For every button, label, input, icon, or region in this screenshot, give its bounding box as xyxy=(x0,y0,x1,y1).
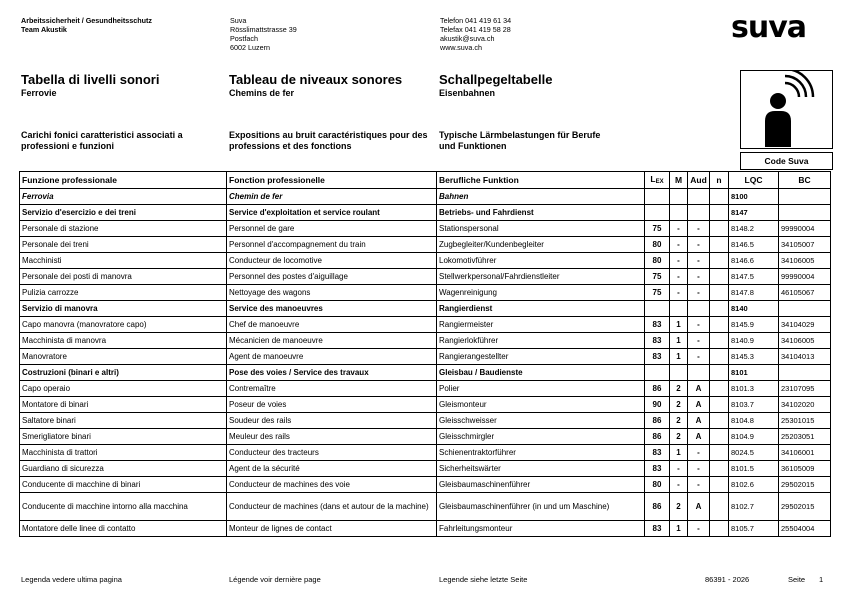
cell-de: Gleisbaumaschinenführer (in und um Maschine) xyxy=(437,493,645,521)
address-line: Suva xyxy=(230,16,247,25)
cell-aud: - xyxy=(688,269,710,285)
fax-line: Telefax 041 419 58 28 xyxy=(440,25,511,34)
cell-m: 1 xyxy=(670,521,688,537)
cell-fr: Soudeur des rails xyxy=(227,413,437,429)
cell-bc: 34106005 xyxy=(779,333,831,349)
table-row xyxy=(20,333,831,349)
suva-logo: suva xyxy=(731,10,807,45)
cell-bc: 34106001 xyxy=(779,445,831,461)
cell-lex xyxy=(645,189,670,205)
cell-n xyxy=(710,381,729,397)
cell-lqc: 8148.2 xyxy=(729,221,779,237)
cell-n xyxy=(710,493,729,521)
cell-m: 1 xyxy=(670,349,688,365)
cell-de: Sicherheitswärter xyxy=(437,461,645,477)
cell-aud: - xyxy=(688,461,710,477)
cell-aud: - xyxy=(688,285,710,301)
table-row xyxy=(20,301,831,317)
table-row xyxy=(20,285,831,301)
cell-m: 1 xyxy=(670,317,688,333)
cell-it: Servizio di manovra xyxy=(20,301,227,317)
cell-bc xyxy=(779,301,831,317)
cell-lex: 80 xyxy=(645,253,670,269)
cell-lex: 86 xyxy=(645,429,670,445)
cell-n xyxy=(710,253,729,269)
cell-n xyxy=(710,285,729,301)
cell-m: - xyxy=(670,253,688,269)
cell-lqc: 8101.5 xyxy=(729,461,779,477)
cell-de: Gleisbau / Baudienste xyxy=(437,365,645,381)
cell-it: Macchinista di trattori xyxy=(20,445,227,461)
cell-de: Rangierangestellter xyxy=(437,349,645,365)
cell-fr: Mécanicien de manoeuvre xyxy=(227,333,437,349)
cell-de: Gleismonteur xyxy=(437,397,645,413)
cell-aud xyxy=(688,189,710,205)
contact-block xyxy=(440,16,511,52)
table-row xyxy=(20,521,831,537)
legend-note-it: Legenda vedere ultima pagina xyxy=(21,575,122,584)
cell-lex: 83 xyxy=(645,333,670,349)
cell-m: - xyxy=(670,269,688,285)
cell-it: Conducente di macchine di binari xyxy=(20,477,227,493)
cell-de: Gleisschweisser xyxy=(437,413,645,429)
cell-bc: 34104029 xyxy=(779,317,831,333)
title-it: Tabella di livelli sonori xyxy=(21,72,160,87)
table-row xyxy=(20,205,831,221)
cell-de: Fahrleitungsmonteur xyxy=(437,521,645,537)
cell-lex: 75 xyxy=(645,285,670,301)
cell-m xyxy=(670,205,688,221)
cell-it: Montatore di binari xyxy=(20,397,227,413)
cell-it: Servizio d'esercizio e dei treni xyxy=(20,205,227,221)
cell-bc: 34106005 xyxy=(779,253,831,269)
cell-lex: 83 xyxy=(645,445,670,461)
cell-fr: Conducteur de locomotive xyxy=(227,253,437,269)
cell-lqc: 8105.7 xyxy=(729,521,779,537)
cell-bc: 29502015 xyxy=(779,477,831,493)
cell-fr: Conducteur des tracteurs xyxy=(227,445,437,461)
cell-aud xyxy=(688,301,710,317)
cell-n xyxy=(710,221,729,237)
cell-lex: 80 xyxy=(645,237,670,253)
legend-note-fr: Légende voir dernière page xyxy=(229,575,321,584)
noise-level-table xyxy=(19,171,831,537)
cell-lex xyxy=(645,205,670,221)
table-row xyxy=(20,349,831,365)
cell-fr: Personnel des postes d'aiguillage xyxy=(227,269,437,285)
cell-de: Stationspersonal xyxy=(437,221,645,237)
cell-de: Gleisbaumaschinenführer xyxy=(437,477,645,493)
cell-lex: 83 xyxy=(645,349,670,365)
lex-subscript: EX xyxy=(655,178,664,185)
cell-m: 2 xyxy=(670,381,688,397)
cell-fr: Monteur de lignes de contact xyxy=(227,521,437,537)
table-row xyxy=(20,381,831,397)
cell-lqc: 8101 xyxy=(729,365,779,381)
column-header-m: M xyxy=(670,172,688,189)
cell-n xyxy=(710,477,729,493)
cell-bc: 99990004 xyxy=(779,221,831,237)
table-row xyxy=(20,461,831,477)
column-header-lqc: LQC xyxy=(729,172,779,189)
cell-lqc: 8101.3 xyxy=(729,381,779,397)
cell-aud: - xyxy=(688,333,710,349)
title-fr: Tableau de niveaux sonores xyxy=(229,72,403,87)
cell-n xyxy=(710,317,729,333)
title-de: Schallpegeltabelle xyxy=(439,72,553,87)
cell-lqc: 8140 xyxy=(729,301,779,317)
phone-line: Telefon 041 419 61 34 xyxy=(440,16,512,25)
cell-fr: Chemin de fer xyxy=(227,189,437,205)
table-row xyxy=(20,493,831,521)
table-row xyxy=(20,477,831,493)
table-row xyxy=(20,445,831,461)
cell-it: Manovratore xyxy=(20,349,227,365)
cell-bc: 99990004 xyxy=(779,269,831,285)
cell-lex: 90 xyxy=(645,397,670,413)
cell-m: 2 xyxy=(670,397,688,413)
cell-n xyxy=(710,445,729,461)
table-row xyxy=(20,317,831,333)
team-line: Team Akustik xyxy=(21,25,67,34)
cell-lex xyxy=(645,365,670,381)
code-suva-box: Code Suva xyxy=(740,152,833,170)
cell-fr: Personnel d'accompagnement du train xyxy=(227,237,437,253)
cell-n xyxy=(710,429,729,445)
cell-it: Ferrovia xyxy=(20,189,227,205)
subtitle-de: Eisenbahnen xyxy=(439,88,496,98)
cell-lqc: 8100 xyxy=(729,189,779,205)
cell-fr: Agent de la sécurité xyxy=(227,461,437,477)
person-with-sound-waves-icon xyxy=(741,71,832,148)
cell-bc: 36105009 xyxy=(779,461,831,477)
subtitle-fr: Chemins de fer xyxy=(229,88,295,98)
cell-lex: 83 xyxy=(645,521,670,537)
cell-lex: 83 xyxy=(645,317,670,333)
table-row xyxy=(20,253,831,269)
cell-n xyxy=(710,333,729,349)
cell-n xyxy=(710,269,729,285)
cell-aud: A xyxy=(688,381,710,397)
cell-fr: Service des manoeuvres xyxy=(227,301,437,317)
column-header-it: Funzione professionale xyxy=(20,172,227,189)
email-link[interactable]: akustik@suva.ch xyxy=(440,34,495,43)
description-it: Carichi fonici caratteristici associati a professioni e funzioni xyxy=(21,130,183,151)
cell-aud: A xyxy=(688,397,710,413)
table-header-row xyxy=(20,172,831,189)
cell-it: Personale di stazione xyxy=(20,221,227,237)
cell-it: Pulizia carrozze xyxy=(20,285,227,301)
cell-m: - xyxy=(670,461,688,477)
cell-de: Zugbegleiter/Kundenbegleiter xyxy=(437,237,645,253)
cell-de: Lokomotivführer xyxy=(437,253,645,269)
cell-lex: 75 xyxy=(645,221,670,237)
cell-de: Bahnen xyxy=(437,189,645,205)
cell-n xyxy=(710,205,729,221)
table-row xyxy=(20,221,831,237)
cell-lex: 75 xyxy=(645,269,670,285)
table-row xyxy=(20,397,831,413)
cell-lqc: 8145.9 xyxy=(729,317,779,333)
cell-aud: - xyxy=(688,445,710,461)
cell-lex: 83 xyxy=(645,461,670,477)
cell-aud: - xyxy=(688,221,710,237)
cell-fr: Chef de manoeuvre xyxy=(227,317,437,333)
cell-m: 1 xyxy=(670,445,688,461)
cell-n xyxy=(710,301,729,317)
cell-aud: - xyxy=(688,253,710,269)
cell-n xyxy=(710,521,729,537)
cell-m: - xyxy=(670,237,688,253)
cell-m xyxy=(670,301,688,317)
cell-lqc: 8104.9 xyxy=(729,429,779,445)
lex-main: L xyxy=(650,173,656,184)
cell-lex: 80 xyxy=(645,477,670,493)
cell-it: Personale dei posti di manovra xyxy=(20,269,227,285)
column-header-fr: Fonction professionelle xyxy=(227,172,437,189)
cell-bc: 34105007 xyxy=(779,237,831,253)
cell-bc xyxy=(779,205,831,221)
cell-it: Saltatore binari xyxy=(20,413,227,429)
column-header-bc: BC xyxy=(779,172,831,189)
cell-aud: - xyxy=(688,521,710,537)
cell-lex: 86 xyxy=(645,381,670,397)
cell-it: Costruzioni (binari e altri) xyxy=(20,365,227,381)
cell-aud: - xyxy=(688,349,710,365)
cell-fr: Personnel de gare xyxy=(227,221,437,237)
cell-n xyxy=(710,461,729,477)
table-row xyxy=(20,429,831,445)
cell-fr: Conducteur de machines (dans et autour de la machine) xyxy=(227,493,437,521)
cell-m: 1 xyxy=(670,333,688,349)
table-row xyxy=(20,189,831,205)
cell-m: - xyxy=(670,221,688,237)
cell-n xyxy=(710,397,729,413)
cell-lqc: 8146.6 xyxy=(729,253,779,269)
cell-aud: A xyxy=(688,413,710,429)
cell-m xyxy=(670,365,688,381)
cell-lqc: 8140.9 xyxy=(729,333,779,349)
cell-bc: 34104013 xyxy=(779,349,831,365)
cell-lqc: 8102.7 xyxy=(729,493,779,521)
page-label: Seite xyxy=(788,575,806,584)
cell-de: Schienentraktorführer xyxy=(437,445,645,461)
cell-fr: Agent de manoeuvre xyxy=(227,349,437,365)
cell-n xyxy=(710,365,729,381)
cell-bc: 25504004 xyxy=(779,521,831,537)
address-block xyxy=(230,16,297,52)
cell-aud: - xyxy=(688,317,710,333)
cell-aud xyxy=(688,205,710,221)
cell-lqc: 8147.8 xyxy=(729,285,779,301)
cell-it: Montatore delle linee di contatto xyxy=(20,521,227,537)
cell-n xyxy=(710,413,729,429)
cell-lqc: 8147.5 xyxy=(729,269,779,285)
cell-lex xyxy=(645,301,670,317)
cell-de: Stellwerkpersonal/Fahrdienstleiter xyxy=(437,269,645,285)
cell-aud: - xyxy=(688,237,710,253)
cell-lqc: 8103.7 xyxy=(729,397,779,413)
column-header-n: n xyxy=(710,172,729,189)
cell-lqc: 8147 xyxy=(729,205,779,221)
cell-aud: A xyxy=(688,493,710,521)
logo-pictogram xyxy=(740,70,833,149)
cell-de: Rangierlokführer xyxy=(437,333,645,349)
description-de: Typische Lärmbelastungen für Berufe und Funktionen xyxy=(439,130,601,151)
cell-n xyxy=(710,189,729,205)
cell-fr: Pose des voies / Service des travaux xyxy=(227,365,437,381)
legend-note-de: Legende siehe letzte Seite xyxy=(439,575,528,584)
table-row xyxy=(20,269,831,285)
column-header-aud: Aud xyxy=(688,172,710,189)
cell-bc: 25203051 xyxy=(779,429,831,445)
subtitle-it: Ferrovie xyxy=(21,88,57,98)
cell-m: 2 xyxy=(670,493,688,521)
cell-bc: 25301015 xyxy=(779,413,831,429)
cell-aud: - xyxy=(688,477,710,493)
table-row xyxy=(20,237,831,253)
cell-lex: 86 xyxy=(645,413,670,429)
cell-n xyxy=(710,237,729,253)
cell-bc: 34102020 xyxy=(779,397,831,413)
cell-m: - xyxy=(670,285,688,301)
cell-fr: Nettoyage des wagons xyxy=(227,285,437,301)
cell-bc: 29502015 xyxy=(779,493,831,521)
cell-it: Personale dei treni xyxy=(20,237,227,253)
cell-de: Wagenreinigung xyxy=(437,285,645,301)
address-line: Postfach xyxy=(230,34,258,43)
cell-de: Polier xyxy=(437,381,645,397)
cell-lqc: 8102.6 xyxy=(729,477,779,493)
description-fr: Expositions au bruit caractéristiques pour des professions et des fonctions xyxy=(229,130,428,151)
cell-bc: 23107095 xyxy=(779,381,831,397)
cell-bc: 46105067 xyxy=(779,285,831,301)
cell-it: Guardiano di sicurezza xyxy=(20,461,227,477)
cell-fr: Conducteur de machines des voie xyxy=(227,477,437,493)
cell-lqc: 8146.5 xyxy=(729,237,779,253)
cell-it: Capo manovra (manovratore capo) xyxy=(20,317,227,333)
cell-it: Smerigliatore binari xyxy=(20,429,227,445)
cell-de: Rangierdienst xyxy=(437,301,645,317)
cell-it: Macchinisti xyxy=(20,253,227,269)
cell-de: Rangiermeister xyxy=(437,317,645,333)
cell-fr: Service d'exploitation et service roulant xyxy=(227,205,437,221)
cell-n xyxy=(710,349,729,365)
column-header-de: Berufliche Funktion xyxy=(437,172,645,189)
department-info xyxy=(21,16,152,34)
address-line: 6002 Luzern xyxy=(230,43,270,52)
cell-lqc: 8024.5 xyxy=(729,445,779,461)
cell-bc xyxy=(779,189,831,205)
cell-fr: Meuleur des rails xyxy=(227,429,437,445)
cell-de: Gleisschmirgler xyxy=(437,429,645,445)
cell-it: Macchinista di manovra xyxy=(20,333,227,349)
cell-it: Conducente di macchine intorno alla macchina xyxy=(20,493,227,521)
cell-lqc: 8145.3 xyxy=(729,349,779,365)
cell-lex: 86 xyxy=(645,493,670,521)
page-number: 1 xyxy=(819,575,824,584)
cell-bc xyxy=(779,365,831,381)
address-line: Rösslimattstrasse 39 xyxy=(230,25,297,34)
cell-m xyxy=(670,189,688,205)
table-row xyxy=(20,365,831,381)
cell-aud xyxy=(688,365,710,381)
website-link[interactable]: www.suva.ch xyxy=(440,43,482,52)
column-header-lex xyxy=(645,172,670,189)
table-row xyxy=(20,413,831,429)
cell-m: 2 xyxy=(670,429,688,445)
cell-m: 2 xyxy=(670,413,688,429)
cell-aud: A xyxy=(688,429,710,445)
cell-m: - xyxy=(670,477,688,493)
department-line: Arbeitssicherheit / Gesundheitsschutz xyxy=(21,16,153,25)
cell-fr: Contremaître xyxy=(227,381,437,397)
cell-de: Betriebs- und Fahrdienst xyxy=(437,205,645,221)
cell-lqc: 8104.8 xyxy=(729,413,779,429)
document-number: 86391 - 2026 xyxy=(705,575,750,584)
cell-it: Capo operaio xyxy=(20,381,227,397)
cell-fr: Poseur de voies xyxy=(227,397,437,413)
